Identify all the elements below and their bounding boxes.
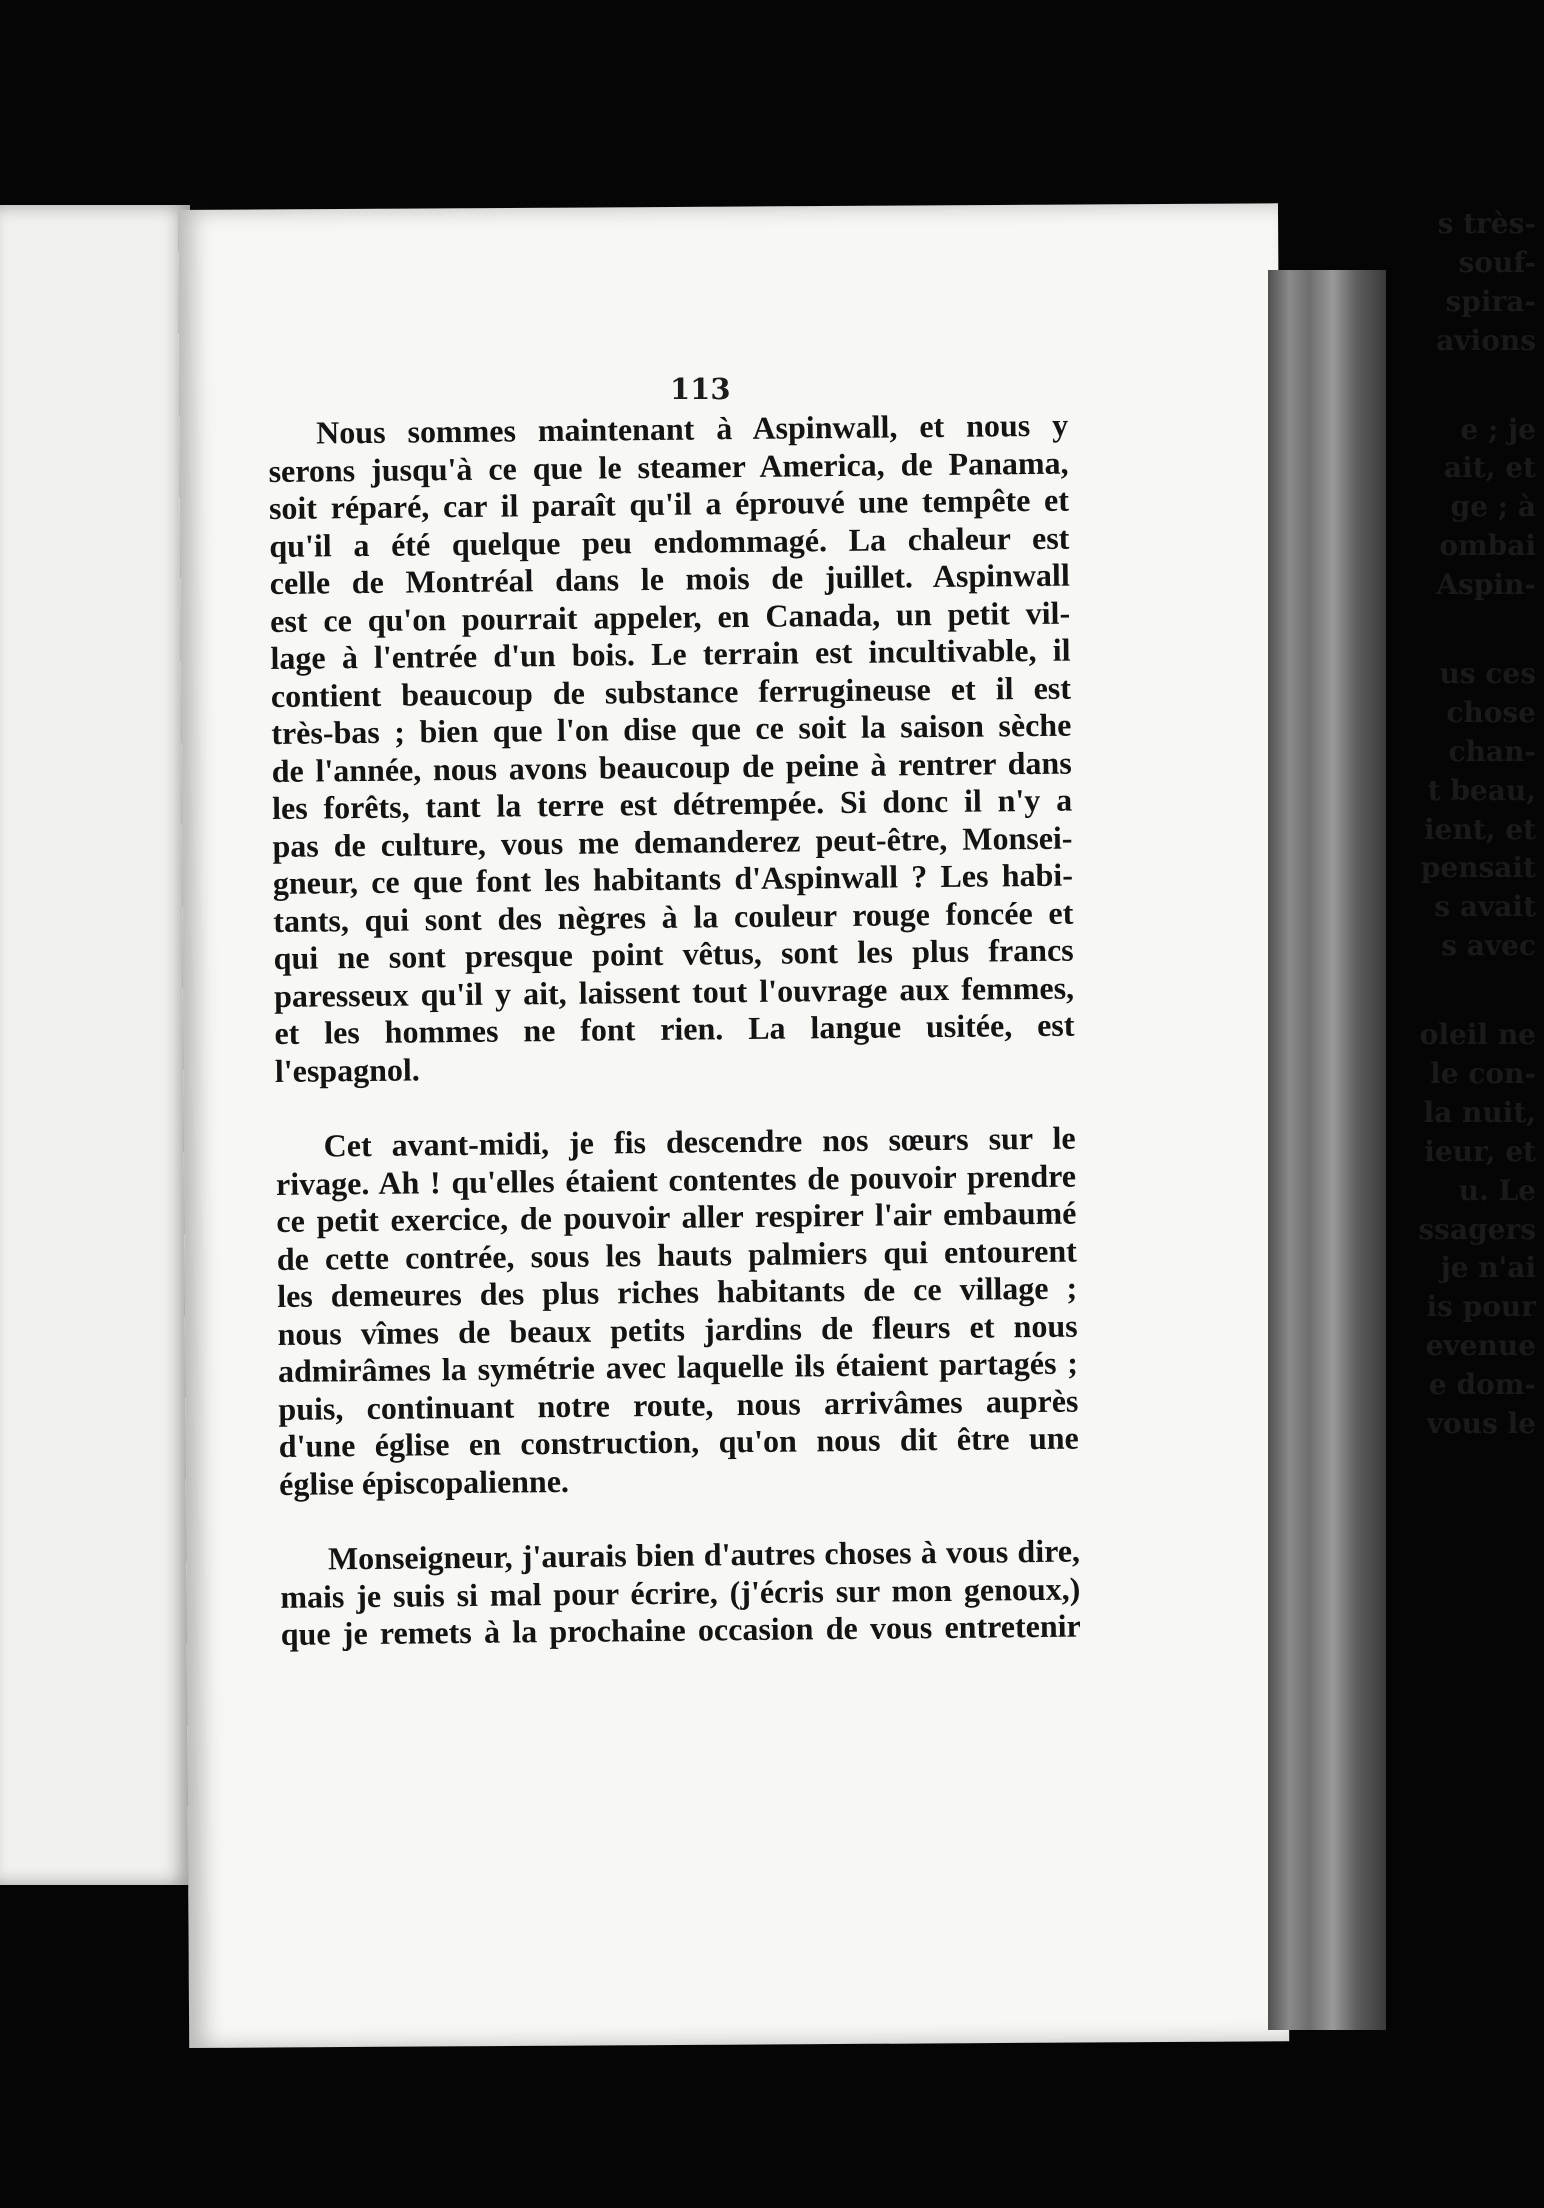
- text-line: admirâmes la symétrie avec laquelle ils étaient partagés ;: [277, 1344, 1079, 1389]
- left-page-line: u. Le: [1458, 1173, 1536, 1207]
- text-line: Cet avant-midi, je fis descendre nos sœurs sur le: [323, 1119, 1076, 1164]
- left-page-line: la nuit,: [1423, 1095, 1536, 1129]
- text-line: que je remets à la prochaine occasion de vous entretenir: [280, 1607, 1081, 1652]
- previous-page-text-fragments: [1418, 205, 1536, 1444]
- left-page-line: ge ; à: [1450, 490, 1536, 524]
- left-page-gap: [1418, 361, 1536, 411]
- text-line: puis, continuant notre route, nous arrivâmes auprès: [278, 1382, 1079, 1427]
- text-line: Nous sommes maintenant à Aspinwall, et nous y: [315, 406, 1069, 451]
- left-page-gap: [1418, 605, 1536, 655]
- left-page-line: us ces: [1439, 657, 1536, 691]
- left-page-line: oleil ne: [1419, 1018, 1536, 1052]
- text-line: tants, qui sont des nègres à la couleur rouge foncée et: [273, 894, 1074, 939]
- text-line: église épiscopalienne.: [279, 1462, 570, 1502]
- text-line: et les hommes ne font rien. La langue usitée, est: [274, 1006, 1075, 1051]
- left-page-line: spira-: [1445, 284, 1536, 318]
- text-line: pas de culture, vous me demanderez peut-être, Monsei-: [272, 819, 1073, 864]
- text-line: lage à l'entrée d'un bois. Le terrain est incultivable, il: [270, 631, 1071, 676]
- text-line: soit réparé, car il paraît qu'il a éprouvé une tempête et: [268, 481, 1070, 526]
- text-line: l'espagnol.: [274, 1050, 420, 1089]
- page-body-text: [268, 407, 1081, 1654]
- page-number: 113: [670, 372, 731, 406]
- left-page-line: ait, et: [1444, 451, 1536, 485]
- left-page-line: s avec: [1441, 929, 1536, 963]
- left-page-line: ssagers: [1418, 1212, 1536, 1246]
- text-line: les forêts, tant la terre est détrempée. Si donc il n'y a: [271, 781, 1073, 826]
- left-page-line: e ; je: [1460, 412, 1536, 446]
- text-line: qui ne sont presque point vêtus, sont les plus francs: [273, 931, 1074, 976]
- text-line: ce petit exercice, de pouvoir aller respirer l'air embaumé: [276, 1194, 1077, 1239]
- left-page-line: s avait: [1434, 890, 1536, 924]
- left-page-line: pensait: [1420, 851, 1536, 885]
- left-page-line: evenue: [1425, 1329, 1536, 1363]
- text-line: contient beaucoup de substance ferrugineuse et il est: [270, 669, 1072, 714]
- left-page-line: avions: [1436, 323, 1536, 357]
- text-line: de cette contrée, sous les hauts palmiers qui entourent: [276, 1232, 1077, 1277]
- left-page-line: is pour: [1426, 1290, 1536, 1324]
- left-page-line: chan-: [1448, 734, 1536, 768]
- left-page-line: souf-: [1458, 245, 1536, 279]
- left-page-gap: [1418, 966, 1536, 1016]
- left-page-line: ieur, et: [1424, 1134, 1536, 1168]
- left-page-line: le con-: [1430, 1057, 1536, 1091]
- text-line: serons jusqu'à ce que le steamer America, de Panama,: [268, 444, 1069, 489]
- text-line: qu'il a été quelque peu endommagé. La chaleur est: [269, 519, 1070, 564]
- text-line: nous vîmes de beaux petits jardins de fleurs et nous: [277, 1307, 1078, 1352]
- left-page-line: vous le: [1426, 1407, 1536, 1441]
- text-line: paresseux qu'il y ait, laissent tout l'ouvrage aux femmes,: [273, 969, 1075, 1014]
- text-line: celle de Montréal dans le mois de juillet. Aspinwall: [269, 556, 1070, 601]
- text-line: mais je suis si mal pour écrire, (j'écris sur mon genoux,): [280, 1570, 1081, 1615]
- text-line: les demeures des plus riches habitants de ce village ;: [277, 1269, 1078, 1314]
- left-page-line: e dom-: [1428, 1368, 1536, 1402]
- previous-page-edge: [0, 205, 190, 1885]
- text-line: de l'année, nous avons beaucoup de peine à rentrer dans: [271, 744, 1072, 789]
- left-page-line: ombai: [1439, 529, 1536, 563]
- text-line: est ce qu'on pourrait appeler, en Canada, un petit vil-: [269, 594, 1071, 639]
- left-page-line: s très-: [1437, 207, 1536, 240]
- left-page-line: t beau,: [1427, 773, 1536, 807]
- left-page-line: chose: [1446, 695, 1536, 729]
- left-page-line: ient, et: [1424, 812, 1536, 846]
- text-line: gneur, ce que font les habitants d'Aspinwall ? Les habi-: [272, 856, 1074, 901]
- text-line: très-bas ; bien que l'on dise que ce soit la saison sèche: [271, 706, 1072, 751]
- text-line: d'une église en construction, qu'on nous dit être une: [278, 1419, 1079, 1464]
- left-page-line: je n'ai: [1440, 1251, 1536, 1285]
- text-line: Monseigneur, j'aurais bien d'autres choses à vous dire,: [327, 1532, 1081, 1577]
- text-line: rivage. Ah ! qu'elles étaient contentes de pouvoir prendre: [275, 1157, 1077, 1202]
- left-page-line: Aspin-: [1436, 568, 1536, 602]
- book-page-block-edge: [1268, 270, 1386, 2030]
